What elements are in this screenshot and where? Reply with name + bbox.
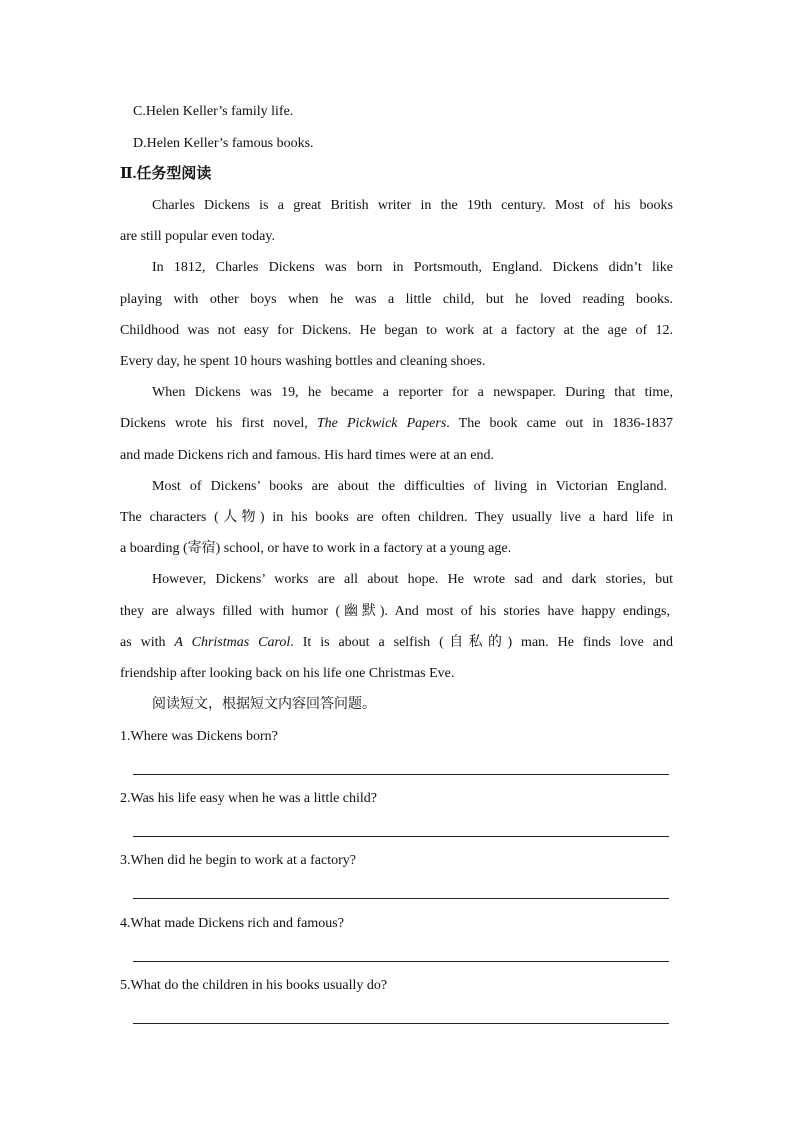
question-5: 5.What do the children in his books usually do? [120, 978, 388, 993]
section-heading: Ⅱ.任务型阅读 [120, 166, 212, 182]
passage-line: Every day, he spent 10 hours washing bottles and cleaning shoes. [120, 354, 486, 369]
passage-line: are still popular even today. [120, 229, 275, 244]
answer-line-5[interactable] [133, 1023, 669, 1024]
passage-line [120, 634, 673, 652]
passage-line: The characters (人物) in his books are often children. They usually live a hard life in [120, 510, 673, 525]
question-1: 1.Where was Dickens born? [120, 729, 278, 744]
passage-text: Dickens wrote his first novel, [120, 416, 317, 431]
passage-text: as with [120, 635, 175, 650]
passage-text: . It is about a selfish (自私的) man. He finds love and [290, 635, 674, 650]
book-title-pickwick: The Pickwick Papers [316, 416, 447, 431]
passage-line: When Dickens was 19, he became a reporter for a newspaper. During that time, [152, 385, 673, 400]
passage-line: Charles Dickens is a great British writer in the 19th century. Most of his books [152, 198, 673, 213]
passage-line: and made Dickens rich and famous. His hard times were at an end. [120, 448, 494, 463]
question-3: 3.When did he begin to work at a factory? [120, 853, 356, 868]
book-title-christmas-carol: A Christmas Carol [174, 635, 291, 650]
question-2: 2.Was his life easy when he was a little child? [120, 791, 378, 806]
passage-line [120, 415, 673, 433]
passage-line: they are always filled with humor (幽默). And most of his stories have happy endings, [120, 604, 670, 619]
option-d: D.Helen Keller’s famous books. [133, 136, 314, 151]
answer-line-1[interactable] [133, 774, 669, 775]
passage-text: . The book came out in 1836-1837 [446, 416, 674, 431]
question-4: 4.What made Dickens rich and famous? [120, 916, 344, 931]
answer-line-3[interactable] [133, 898, 669, 899]
instruction: 阅读短文，根据短文内容回答问题。 [152, 697, 376, 712]
passage-line: However, Dickens’ works are all about hope. He wrote sad and dark stories, but [152, 572, 673, 587]
passage-line: Childhood was not easy for Dickens. He began to work at a factory at the age of 12. [120, 323, 673, 338]
passage-line: playing with other boys when he was a little child, but he loved reading books. [120, 292, 673, 307]
passage-line: friendship after looking back on his life one Christmas Eve. [120, 666, 455, 681]
passage-line: In 1812, Charles Dickens was born in Portsmouth, England. Dickens didn’t like [152, 260, 673, 275]
option-c: C.Helen Keller’s family life. [133, 104, 294, 119]
answer-line-4[interactable] [133, 961, 669, 962]
passage-line: Most of Dickens’ books are about the difficulties of living in Victorian England. [152, 479, 667, 494]
passage-line: a boarding (寄宿) school, or have to work in a factory at a young age. [120, 541, 512, 556]
answer-line-2[interactable] [133, 836, 669, 837]
